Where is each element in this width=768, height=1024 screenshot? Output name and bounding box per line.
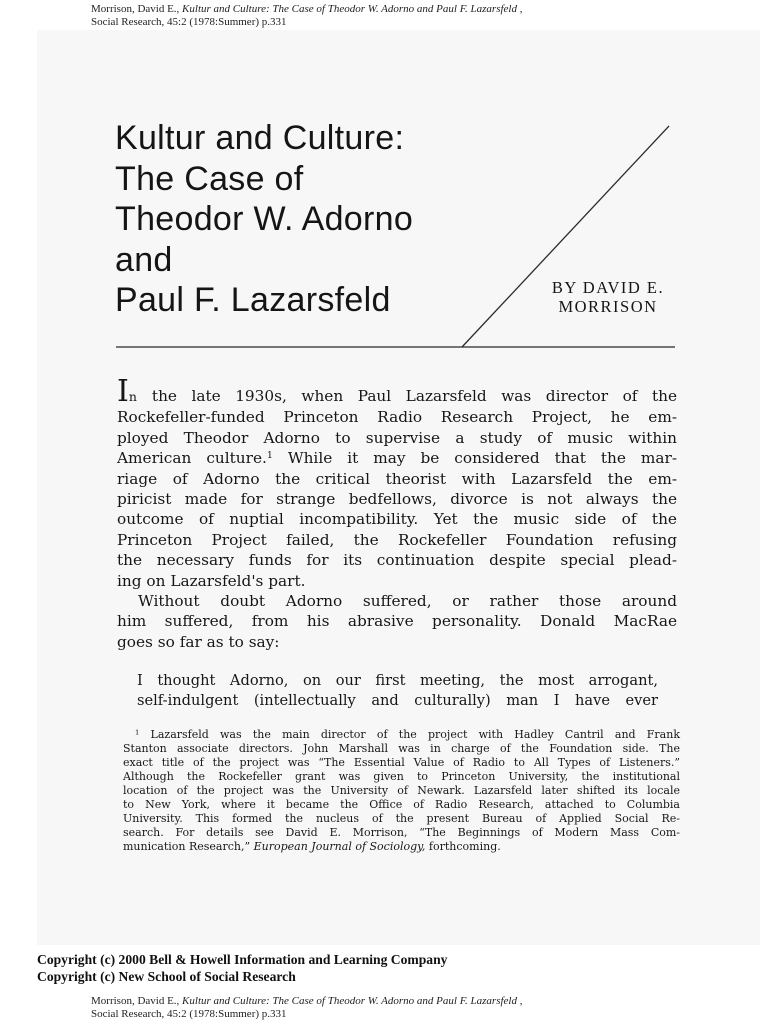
footnote-line: search. For details see David E. Morrison, “The Beginnings of Modern Mass Com-	[123, 826, 680, 839]
drop-cap: I	[117, 374, 129, 409]
citation-author: Morrison, David E.,	[91, 995, 183, 1007]
title-line: Theodor W. Adorno	[115, 200, 414, 238]
footnote-line: Stanton associate directors. John Marshall was in charge of the Foundation side. The	[123, 742, 680, 755]
body-line: piricist made for strange bedfellows, divorce is not always the	[117, 490, 677, 509]
citation-journal: Social Research, 45:2 (1978:Summer) p.331	[91, 1008, 287, 1020]
quote-line: I thought Adorno, on our first meeting, the most arrogant,	[137, 672, 658, 689]
footnote-ref: 1	[266, 450, 273, 462]
citation-author: Morrison, David E.,	[91, 3, 183, 15]
footnote-line: exact title of the project was “The Essential Value of Radio to All Types of Listeners.”	[123, 756, 680, 769]
copyright-line: Copyright (c) New School of Social Research	[37, 969, 296, 984]
footnote-line: munication Research,” European Journal of Sociology, forthcoming.	[123, 840, 501, 853]
block-quote	[137, 671, 658, 710]
body-line: goes so far as to say:	[117, 632, 280, 651]
citation-title-suffix: ,	[516, 995, 523, 1007]
citation-title-suffix: ,	[516, 3, 523, 15]
citation-line-1	[91, 995, 522, 1008]
byline-line: MORRISON	[558, 297, 658, 316]
footnote-line: $^1$ Lazarsfeld was the main director of the project with Hadley Cantril and Frank	[135, 728, 680, 741]
copyright-line: Copyright (c) 2000 Bell & Howell Information and Learning Company	[37, 952, 448, 967]
body-line: riage of Adorno the critical theorist with Lazarsfeld the em-	[117, 469, 677, 488]
copyright-notice	[37, 951, 447, 985]
body-line: Rockefeller-funded Princeton Radio Research Project, he em-	[117, 408, 677, 427]
citation-title: Kultur and Culture: The Case of Theodor W. Adorno and Paul F. Lazarsfeld	[182, 995, 517, 1007]
footnote-line: Although the Rockefeller grant was given to Princeton University, the institutional	[123, 770, 680, 783]
body-line: In the late 1930s, when Paul Lazarsfeld was director of the	[117, 374, 677, 409]
footnote-marker: 1	[135, 728, 140, 737]
title-line: Paul F. Lazarsfeld	[115, 281, 391, 319]
footnote-journal: European Journal of Sociology,	[253, 840, 426, 853]
body-line: the necessary funds for its continuation despite special plead-	[117, 551, 677, 570]
body-line: Without doubt Adorno suffered, or rather those around	[138, 592, 677, 611]
citation-footer	[91, 995, 522, 1021]
title-line: and	[115, 240, 173, 279]
small-cap: n	[128, 389, 138, 404]
footnote-line: to New York, where it became the Office of Radio Research, attached to Columbia	[123, 798, 680, 811]
footnote	[123, 728, 680, 854]
body-line: him suffered, from his abrasive personality. Donald MacRae	[117, 612, 677, 631]
quote-line: self-indulgent (intellectually and culturally) man I have ever	[137, 691, 658, 709]
body-line: outcome of nuptial incompatibility. Yet the music side of the	[117, 510, 677, 529]
article-body	[117, 374, 677, 652]
byline	[528, 278, 688, 316]
body-line: American culture.$^1$ While it may be considered that the mar-	[117, 449, 677, 468]
footnote-line: University. This formed the nucleus of the present Bureau of Applied Social Re-	[123, 812, 680, 825]
title-line: The Case of	[115, 159, 304, 198]
article-title	[115, 118, 413, 321]
footnote-line: location of the project was the University of Newark. Lazarsfeld later shifted its locale	[123, 784, 680, 797]
body-line: Princeton Project failed, the Rockefeller Foundation refusing	[117, 530, 677, 549]
body-line: ployed Theodor Adorno to supervise a study of music within	[117, 428, 677, 447]
citation-journal: Social Research, 45:2 (1978:Summer) p.331	[91, 16, 287, 28]
title-line: Kultur and Culture:	[115, 119, 405, 157]
citation-title: Kultur and Culture: The Case of Theodor W. Adorno and Paul F. Lazarsfeld	[182, 3, 517, 15]
body-line: ing on Lazarsfeld's part.	[117, 571, 306, 590]
byline-line: BY DAVID E.	[551, 278, 665, 297]
